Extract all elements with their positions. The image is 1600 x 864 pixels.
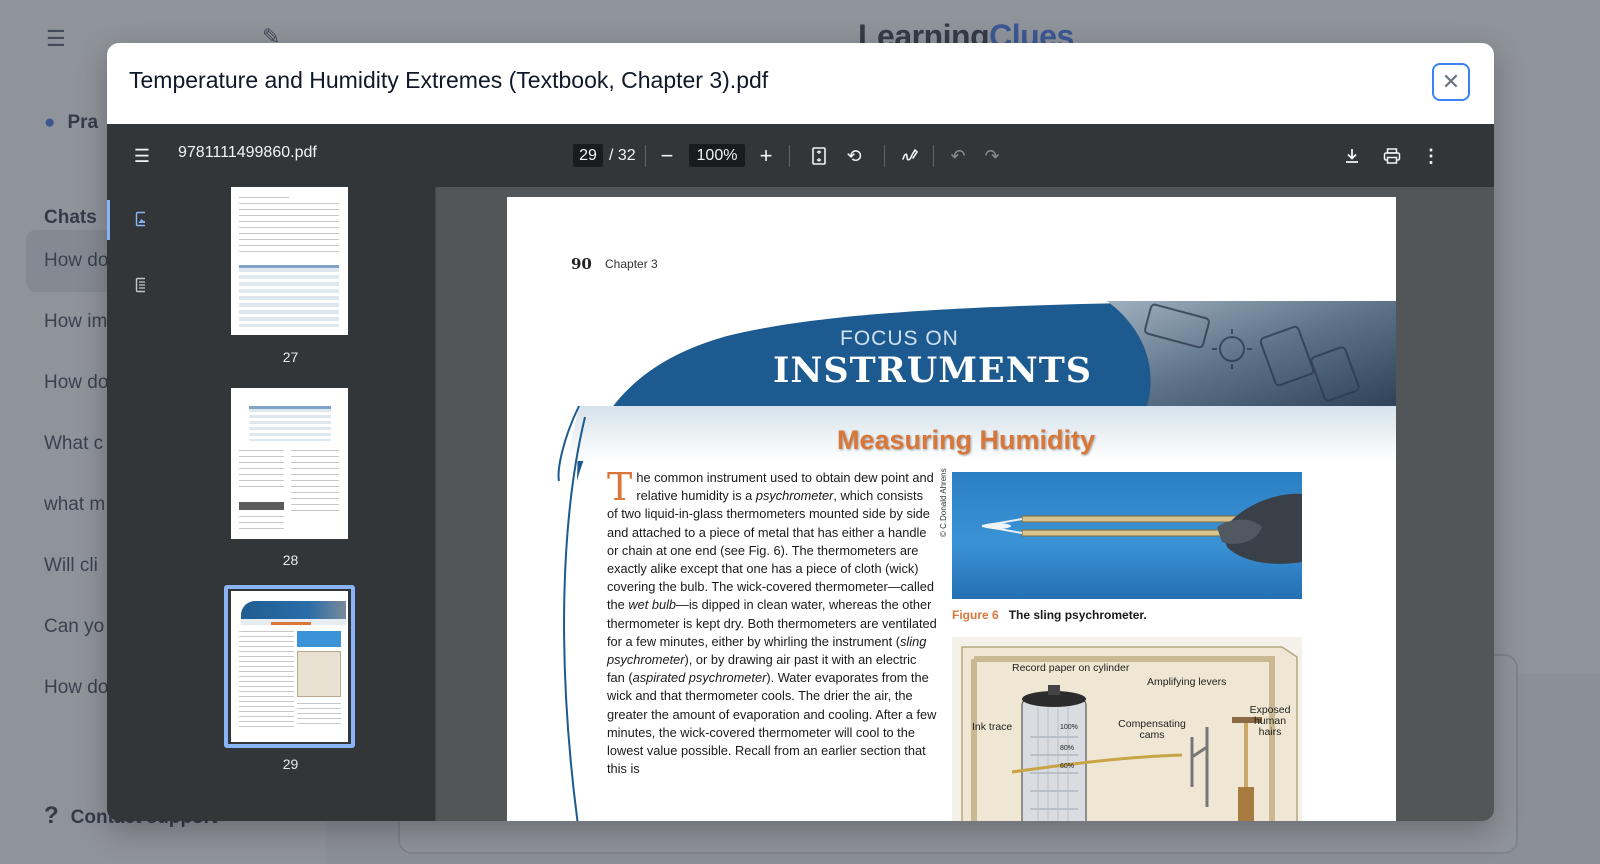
page-curve bbox=[551, 417, 591, 821]
menu-icon[interactable]: ☰ bbox=[133, 145, 151, 166]
body-paragraph bbox=[607, 465, 937, 778]
section-title: Measuring Humidity bbox=[837, 425, 1096, 455]
thumbnail-label: 28 bbox=[282, 552, 299, 568]
more-icon[interactable]: ⋮ bbox=[1422, 145, 1440, 166]
label-record-paper: Record paper on cylinder bbox=[1012, 662, 1130, 674]
instruments-title: INSTRUMENTS bbox=[773, 350, 1093, 391]
dropcap: T bbox=[607, 465, 633, 509]
label-amplifying-levers: Amplifying levers bbox=[1147, 676, 1227, 688]
chapter-label: Chapter 3 bbox=[605, 257, 658, 271]
figure-6-photo bbox=[952, 472, 1302, 599]
body-text: he common instrument used to obtain dew point and relative humidity is a psychrometer, which consists of two liquid-in-glass thermometers mounted side by side and attached to a piece of metal that has either a handle or chain at one end (see Fig. 6). The thermometers are exactly alike except that one has a piece of cloth (wick) covering the bulb. The wick-covered thermometer—called the wet bulb—is dipped in clean water, whereas the other thermometer is kept dry. Both thermometers are ventilated for a few minutes, either by whirling the instrument (sling psychrometer), or by drawing air past it with an electric fan (aspirated psychrometer). Water evaporates from the wick and that thermometer cools. The drier the air, the greater the amount of evaporation and cooling. After a few minutes, the wick-covered thermometer will cool to the lowest value possible. Recall from an earlier section that this is bbox=[607, 470, 937, 777]
modal-title: Temperature and Humidity Extremes (Textbook, Chapter 3).pdf bbox=[129, 67, 769, 93]
modal-header bbox=[107, 43, 1494, 124]
thumbnail-label: 29 bbox=[282, 756, 299, 772]
pdf-modal bbox=[107, 43, 1494, 821]
current-page-input[interactable]: 29 bbox=[573, 144, 603, 167]
thumbnail-page-29[interactable] bbox=[231, 591, 348, 742]
zoom-level bbox=[689, 144, 745, 167]
label-ink-trace: Ink trace bbox=[972, 721, 1013, 733]
active-indicator bbox=[107, 200, 110, 240]
toolbar-divider bbox=[645, 145, 646, 167]
redo-icon[interactable]: ↷ bbox=[984, 145, 1000, 166]
label-80pct: 80% bbox=[1060, 745, 1075, 752]
fit-page-icon[interactable] bbox=[804, 141, 834, 171]
zoom-out-icon[interactable]: − bbox=[660, 143, 674, 168]
pdf-page-area[interactable] bbox=[436, 187, 1494, 821]
page-number: 90 bbox=[571, 255, 592, 273]
thumbnail-pane bbox=[145, 187, 436, 821]
toolbar-divider bbox=[884, 145, 885, 167]
label-exposed-hairs: Exposed human hairs bbox=[1249, 704, 1291, 738]
close-icon: ✕ bbox=[1441, 69, 1461, 94]
annotate-icon[interactable] bbox=[895, 141, 925, 171]
close-button[interactable] bbox=[1432, 63, 1470, 101]
thumbnail-page-27[interactable] bbox=[231, 187, 348, 335]
thumbnail-page-28[interactable] bbox=[231, 388, 348, 539]
pdf-filename: 9781111499860.pdf bbox=[178, 144, 317, 161]
label-60pct: 60% bbox=[1060, 763, 1075, 770]
total-pages: / 32 bbox=[609, 146, 636, 164]
sidebar-rail bbox=[107, 187, 145, 821]
hygrograph-diagram bbox=[952, 637, 1302, 821]
print-icon[interactable] bbox=[1377, 141, 1407, 171]
figure-caption: Figure 6 The sling psychrometer. bbox=[952, 608, 1147, 622]
pdf-toolbar bbox=[107, 124, 1494, 187]
label-compensating-cams: Compensating cams bbox=[1118, 718, 1186, 741]
download-icon[interactable] bbox=[1337, 141, 1367, 171]
toolbar-divider bbox=[789, 145, 790, 167]
label-100pct: 100% bbox=[1060, 724, 1078, 731]
rotate-icon[interactable]: ⟲ bbox=[846, 145, 862, 166]
thumbnail-label: 27 bbox=[282, 349, 299, 365]
page-navigation bbox=[573, 144, 636, 167]
focus-on-label: FOCUS ON bbox=[840, 327, 959, 350]
undo-icon[interactable]: ↶ bbox=[950, 145, 966, 166]
pdf-page bbox=[507, 197, 1396, 821]
figure-credit: © C.Donald Ahrens bbox=[939, 468, 948, 537]
pdf-viewer bbox=[107, 124, 1494, 821]
toolbar-divider bbox=[933, 145, 934, 167]
zoom-in-icon[interactable]: + bbox=[759, 143, 773, 168]
zoom-input[interactable]: 100% bbox=[689, 144, 745, 167]
